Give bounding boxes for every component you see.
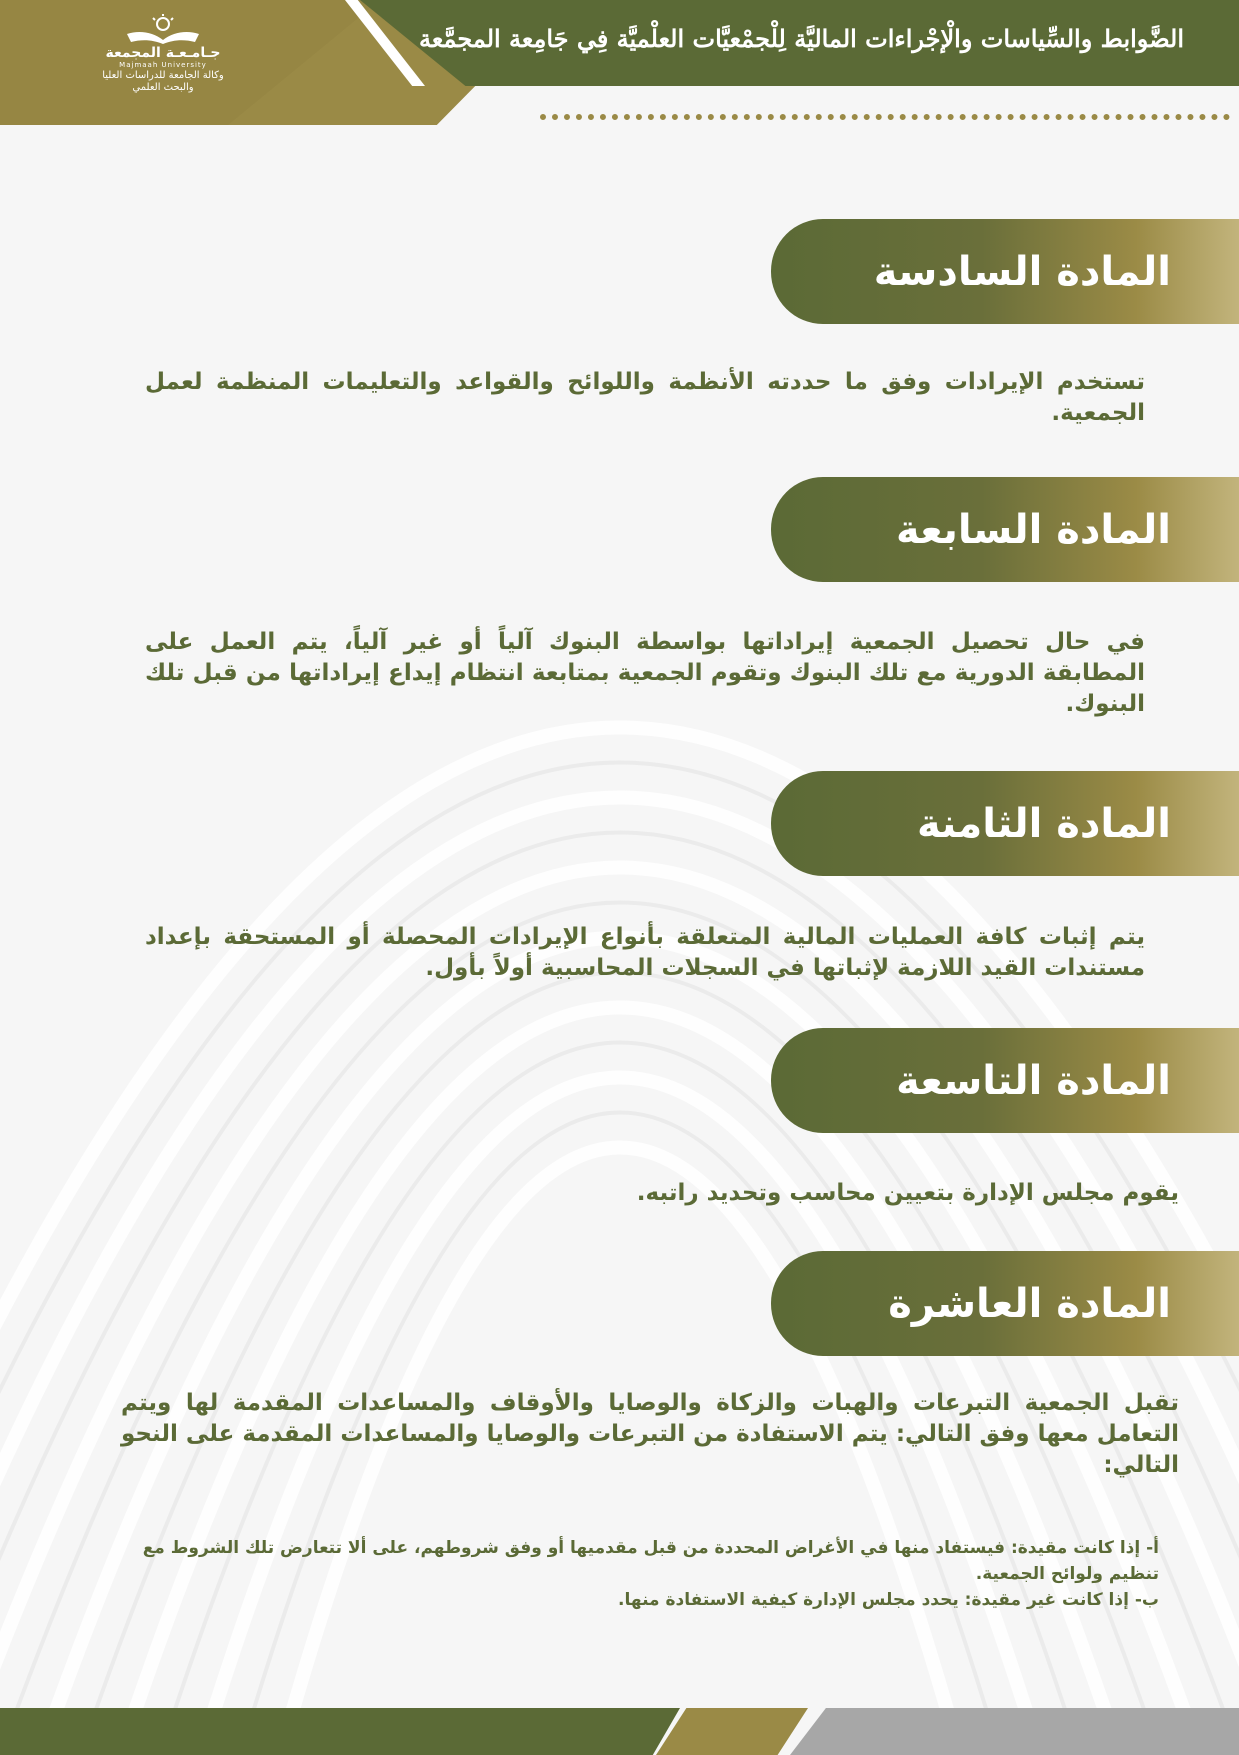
section-heading-6	[771, 219, 1239, 324]
footer-gray-band	[790, 1708, 1239, 1755]
footer-green-band	[0, 1708, 680, 1755]
section-heading-9	[771, 1028, 1239, 1133]
header-title: الضَّوابط والسِّياسات والْإجْراءات الماليَّة لِلْجمْعيَّات العلْميَّة فِي جَامِعة المجمَّعة	[419, 24, 1184, 53]
section-heading-7	[771, 477, 1239, 582]
section-10-text: تقبل الجمعية التبرعات والهبات والزكاة والوصايا والأوقاف والمساعدات المقدمة لها ويتم التعامل معها وفق التالي: يتم الاستفادة من التبرعات والوصايا والمساعدات المقدمة على النحو التالي:	[121, 1390, 1179, 1478]
section-heading-10	[771, 1251, 1239, 1356]
list-item: أ- إذا كانت مقيدة: فيستفاد منها في الأغراض المحددة من قبل مقدميها أو وفق شروطهم، على ألا تتعارض تلك الشروط مع تنظيم ولوائح الجمعية.	[142, 1538, 1159, 1584]
list-item: ب- إذا كانت غير مقيدة: يحدد مجلس الإدارة كيفية الاستفادة منها.	[618, 1590, 1159, 1610]
section-10-list	[97, 1535, 1159, 1613]
section-8-text: يتم إثبات كافة العمليات المالية المتعلقة بأنواع الإيرادات المحصلة أو المستحقة بإعداد مستندات القيد اللازمة لإثباتها في السجلات المحاسبية أولاً بأول.	[145, 924, 1145, 981]
book-emblem-icon	[123, 14, 203, 46]
section-heading-8-label: المادة الثامنة	[916, 800, 1171, 847]
section-heading-10-label: المادة العاشرة	[888, 1280, 1171, 1327]
logo-name-ar: جـامـعـة المجمعة	[105, 45, 221, 61]
section-heading-7-label: المادة السابعة	[896, 506, 1171, 553]
logo-name-en: Majmaah University	[119, 61, 207, 69]
section-6-text: تستخدم الإيرادات وفق ما حددته الأنظمة واللوائح والقواعد والتعليمات المنظمة لعمل الجمعية.	[145, 369, 1145, 426]
university-logo	[98, 14, 228, 112]
section-heading-9-label: المادة التاسعة	[896, 1057, 1171, 1104]
logo-agency: وكالة الجامعة للدراسات العليا والبحث العلمي	[102, 70, 224, 93]
section-heading-8	[771, 771, 1239, 876]
section-7-text: في حال تحصيل الجمعية إيراداتها بواسطة البنوك آلياً أو غير آلياً، يتم العمل على المطابقة الدورية مع تلك البنوك وتقوم الجمعية بمتابعة انتظام إيداع إيراداتها من قبل تلك البنوك.	[145, 629, 1145, 717]
section-9-text: يقوم مجلس الإدارة بتعيين محاسب وتحديد راتبه.	[636, 1180, 1179, 1206]
header-dotted-rule	[540, 114, 1230, 122]
section-heading-6-label: المادة السادسة	[873, 248, 1171, 295]
